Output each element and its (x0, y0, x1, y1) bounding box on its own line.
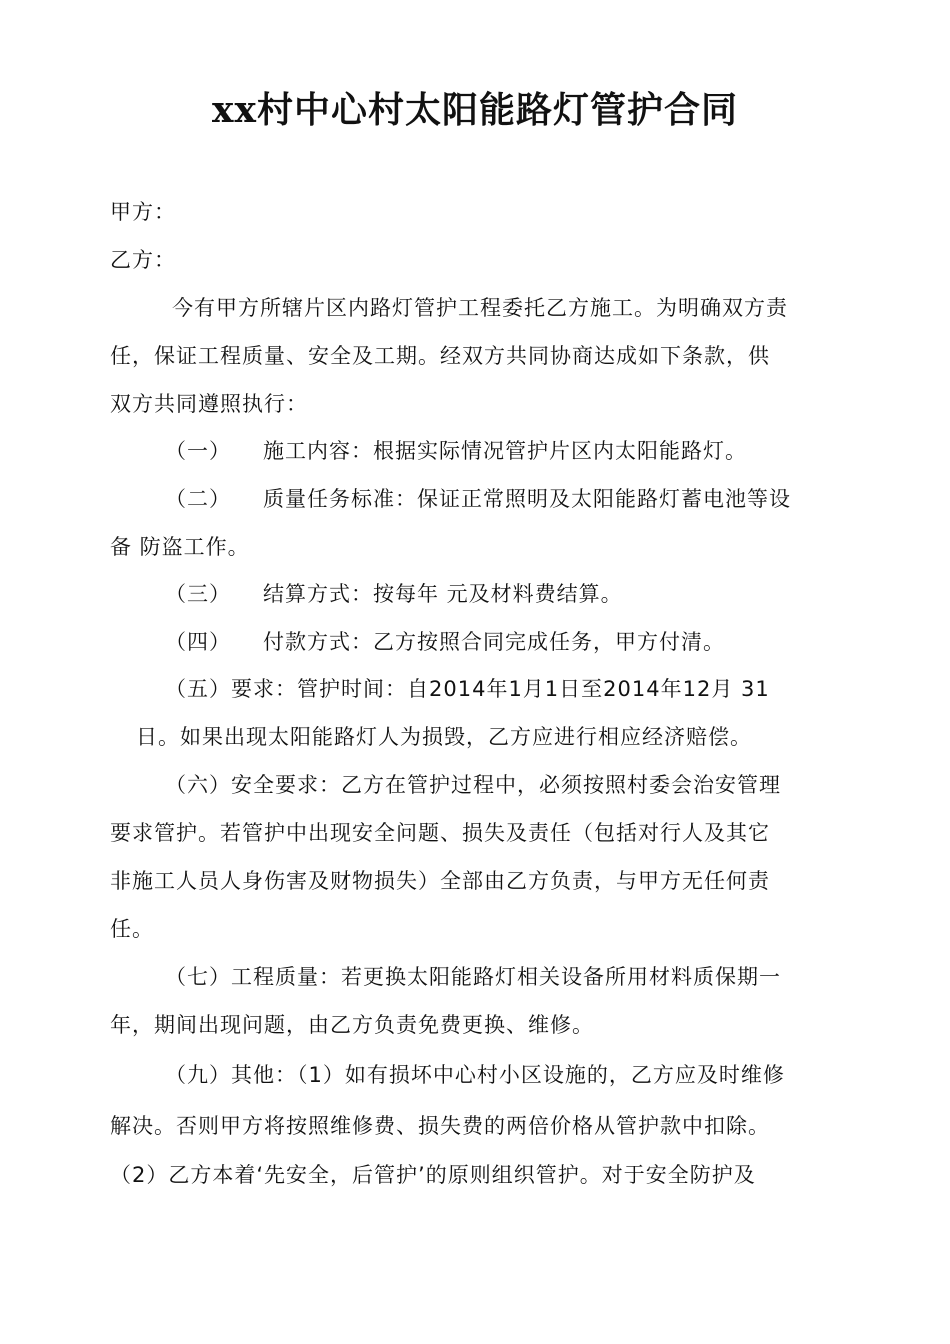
clause-text: 付款方式：乙方按照合同完成任务，甲方付清。 (263, 630, 725, 654)
clause-number: （二） (165, 487, 231, 511)
clause-text: 解决。否则甲方将按照维修费、损失费的两倍价格从管护款中扣除。 (110, 1114, 770, 1138)
clause-text: 日。如果出现太阳能路灯人为损毁，乙方应进行相应经济赔偿。 (136, 725, 752, 749)
clause-text: 备 防盗工作。 (110, 535, 250, 559)
clause-text: 结算方式：按每年 元及材料费结算。 (263, 582, 623, 606)
clause-number: （四） (165, 630, 231, 654)
party-b-label: 乙方： (110, 248, 176, 272)
clause-text: （六）安全要求：乙方在管护过程中，必须按照村委会治安管理 (165, 773, 781, 797)
clause-text: 任。 (110, 917, 154, 941)
clause-text: （七）工程质量：若更换太阳能路灯相关设备所用材料质保期一 (165, 965, 781, 989)
intro-line: 任，保证工程质量、安全及工期。经双方共同协商达成如下条款，供 (110, 344, 770, 368)
clause-text: （2）乙方本着‘先安全，后管护’的原则组织管护。对于安全防护及 (110, 1163, 756, 1187)
intro-line: 今有甲方所辖片区内路灯管护工程委托乙方施工。为明确双方责 (172, 296, 788, 320)
clause-text: 要求管护。若管护中出现安全问题、损失及责任（包括对行人及其它 (110, 821, 770, 845)
clause-number: （一） (165, 439, 231, 463)
clause-text: 施工内容：根据实际情况管护片区内太阳能路灯。 (263, 439, 747, 463)
clause-text: 年，期间出现问题，由乙方负责免费更换、维修。 (110, 1013, 594, 1037)
clause-text: 非施工人员人身伤害及财物损失）全部由乙方负责，与甲方无任何责 (110, 869, 770, 893)
clause-text: （九）其他：（1）如有损坏中心村小区设施的，乙方应及时维修 (165, 1063, 785, 1087)
clause-number: （三） (165, 582, 231, 606)
clause-text: 质量任务标准：保证正常照明及太阳能路灯蓄电池等设 (263, 487, 791, 511)
document-title: xx村中心村太阳能路灯管护合同 (212, 89, 738, 131)
clause-text: （五）要求：管护时间：自2014年1月1日至2014年12月 31 (165, 677, 770, 701)
party-a-label: 甲方： (110, 200, 176, 224)
intro-line: 双方共同遵照执行： (110, 392, 308, 416)
